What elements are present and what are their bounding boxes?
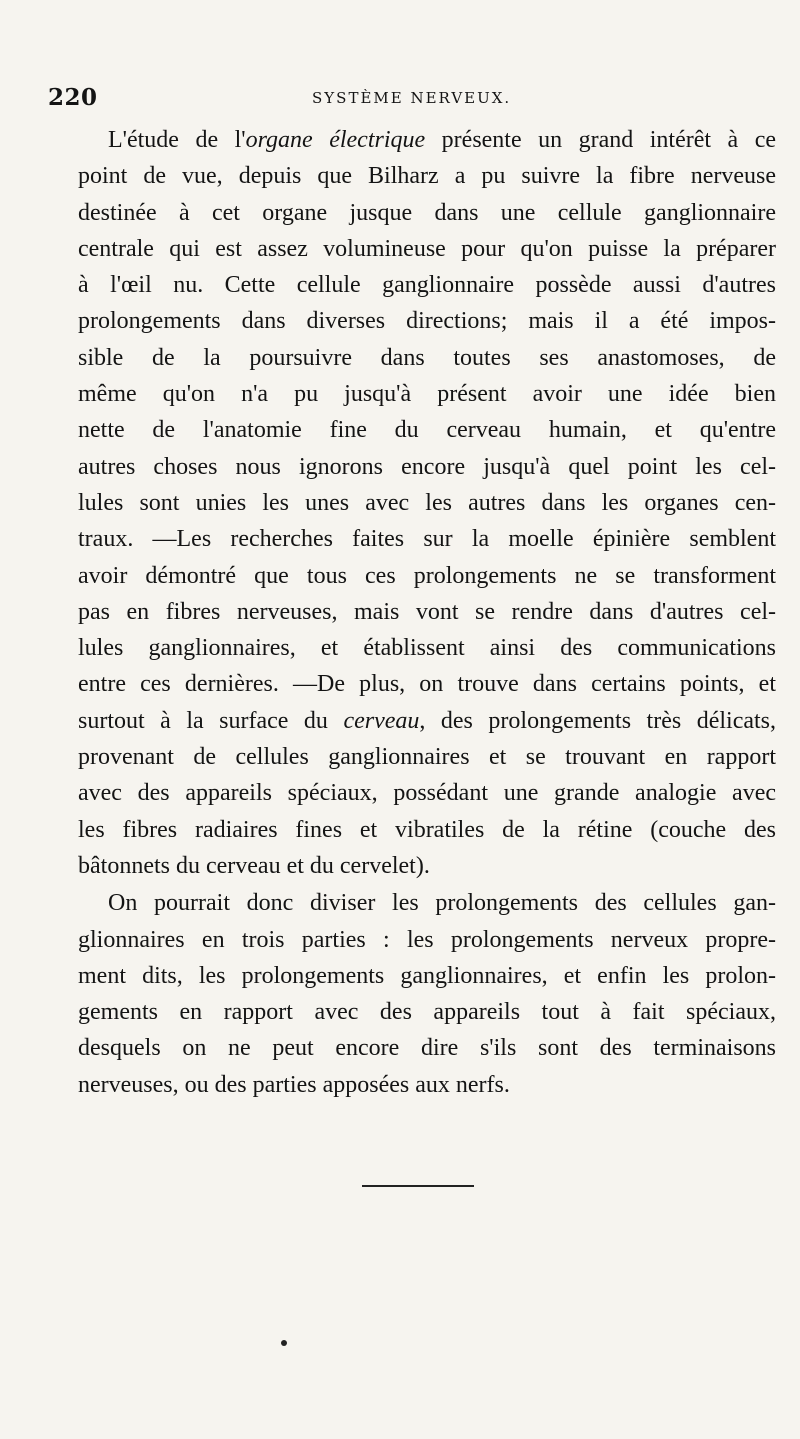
text-line [48, 1030, 776, 1066]
text-line [48, 594, 776, 630]
italic-term: cerveau [343, 707, 420, 734]
text-line [48, 558, 776, 594]
text-line [48, 303, 776, 339]
line-text: On pourrait donc diviser les prolongements des cellules gan- [108, 890, 776, 917]
text-line [48, 340, 776, 376]
text-line [48, 994, 776, 1030]
text-line [48, 922, 776, 958]
line-text: à l'œil nu. Cette cellule ganglionnaire possède aussi d'autres [78, 272, 776, 299]
line-text: autres choses nous ignorons encore jusqu'à quel point les cel- [78, 453, 776, 480]
line-text: centrale qui est assez volumineuse pour qu'on puisse la préparer [78, 235, 776, 262]
line-text: prolongements dans diverses directions; mais il a été impos- [78, 308, 776, 335]
body-text [48, 122, 776, 1103]
text-line [48, 848, 776, 884]
line-text: nette de l'anatomie fine du cerveau humain, et qu'entre [78, 417, 776, 444]
text-line [48, 485, 776, 521]
text-line [48, 195, 776, 231]
text-line [48, 267, 776, 303]
text-line [48, 739, 776, 775]
paragraph-2 [48, 885, 776, 1103]
line-text: entre ces dernières. —De plus, on trouve dans certains points, et [78, 671, 776, 698]
ink-dot [281, 1340, 287, 1346]
text-line [48, 666, 776, 702]
text-line [48, 521, 776, 557]
line-text: lules sont unies les unes avec les autres dans les organes cen- [78, 489, 776, 516]
line-text: avec des appareils spéciaux, possédant une grande analogie avec [78, 780, 776, 807]
line-text: pas en fibres nerveuses, mais vont se rendre dans d'autres cel- [78, 598, 776, 625]
line-text: destinée à cet organe jusque dans une cellule ganglionnaire [78, 199, 776, 226]
line-text: glionnaires en trois parties : les prolongements nerveux propre- [78, 926, 776, 953]
line-text: bâtonnets du cerveau et du cervelet). [78, 852, 430, 879]
text-line [48, 775, 776, 811]
text-line [48, 958, 776, 994]
line-text: lules ganglionnaires, et établissent ainsi des communications [78, 635, 776, 662]
text-line [48, 412, 776, 448]
line-text: avoir démontré que tous ces prolongements ne se transforment [78, 562, 776, 589]
line-text: point de vue, depuis que Bilharz a pu suivre la fibre nerveuse [78, 163, 776, 190]
section-rule [362, 1185, 474, 1187]
line-text: provenant de cellules ganglionnaires et se trouvant en rapport [78, 744, 776, 771]
text-line [48, 158, 776, 194]
text-line [48, 885, 776, 921]
text-line [48, 1067, 776, 1103]
page-number: 220 [48, 84, 98, 111]
italic-term: organe électrique [245, 127, 426, 153]
line-text: ment dits, les prolongements ganglionnaires, et enfin les prolon- [78, 962, 776, 989]
line-text: surtout à la surface du [78, 707, 344, 734]
line-text: desquels on ne peut encore dire s'ils sont des terminaisons [78, 1035, 776, 1062]
text-line [48, 122, 776, 158]
running-head: SYSTÈME NERVEUX. [312, 89, 512, 107]
line-text: , des prolongements très délicats, [419, 707, 777, 734]
line-text: présente un grand intérêt à ce [425, 127, 777, 153]
line-text: traux. —Les recherches faites sur la moelle épinière semblent [78, 526, 776, 553]
line-text: L'étude de l' [108, 127, 246, 153]
text-line [48, 630, 776, 666]
page-header [48, 84, 528, 116]
text-line [48, 449, 776, 485]
text-line [48, 231, 776, 267]
line-text: les fibres radiaires fines et vibratiles de la rétine (couche des [78, 816, 776, 843]
text-line [48, 812, 776, 848]
line-text: sible de la poursuivre dans toutes ses anastomoses, de [78, 344, 776, 371]
text-line [48, 703, 776, 739]
paragraph-1 [48, 122, 776, 884]
line-text: même qu'on n'a pu jusqu'à présent avoir une idée bien [78, 381, 776, 408]
text-line [48, 376, 776, 412]
line-text: nerveuses, ou des parties apposées aux nerfs. [78, 1071, 510, 1098]
line-text: gements en rapport avec des appareils tout à fait spéciaux, [78, 999, 776, 1026]
